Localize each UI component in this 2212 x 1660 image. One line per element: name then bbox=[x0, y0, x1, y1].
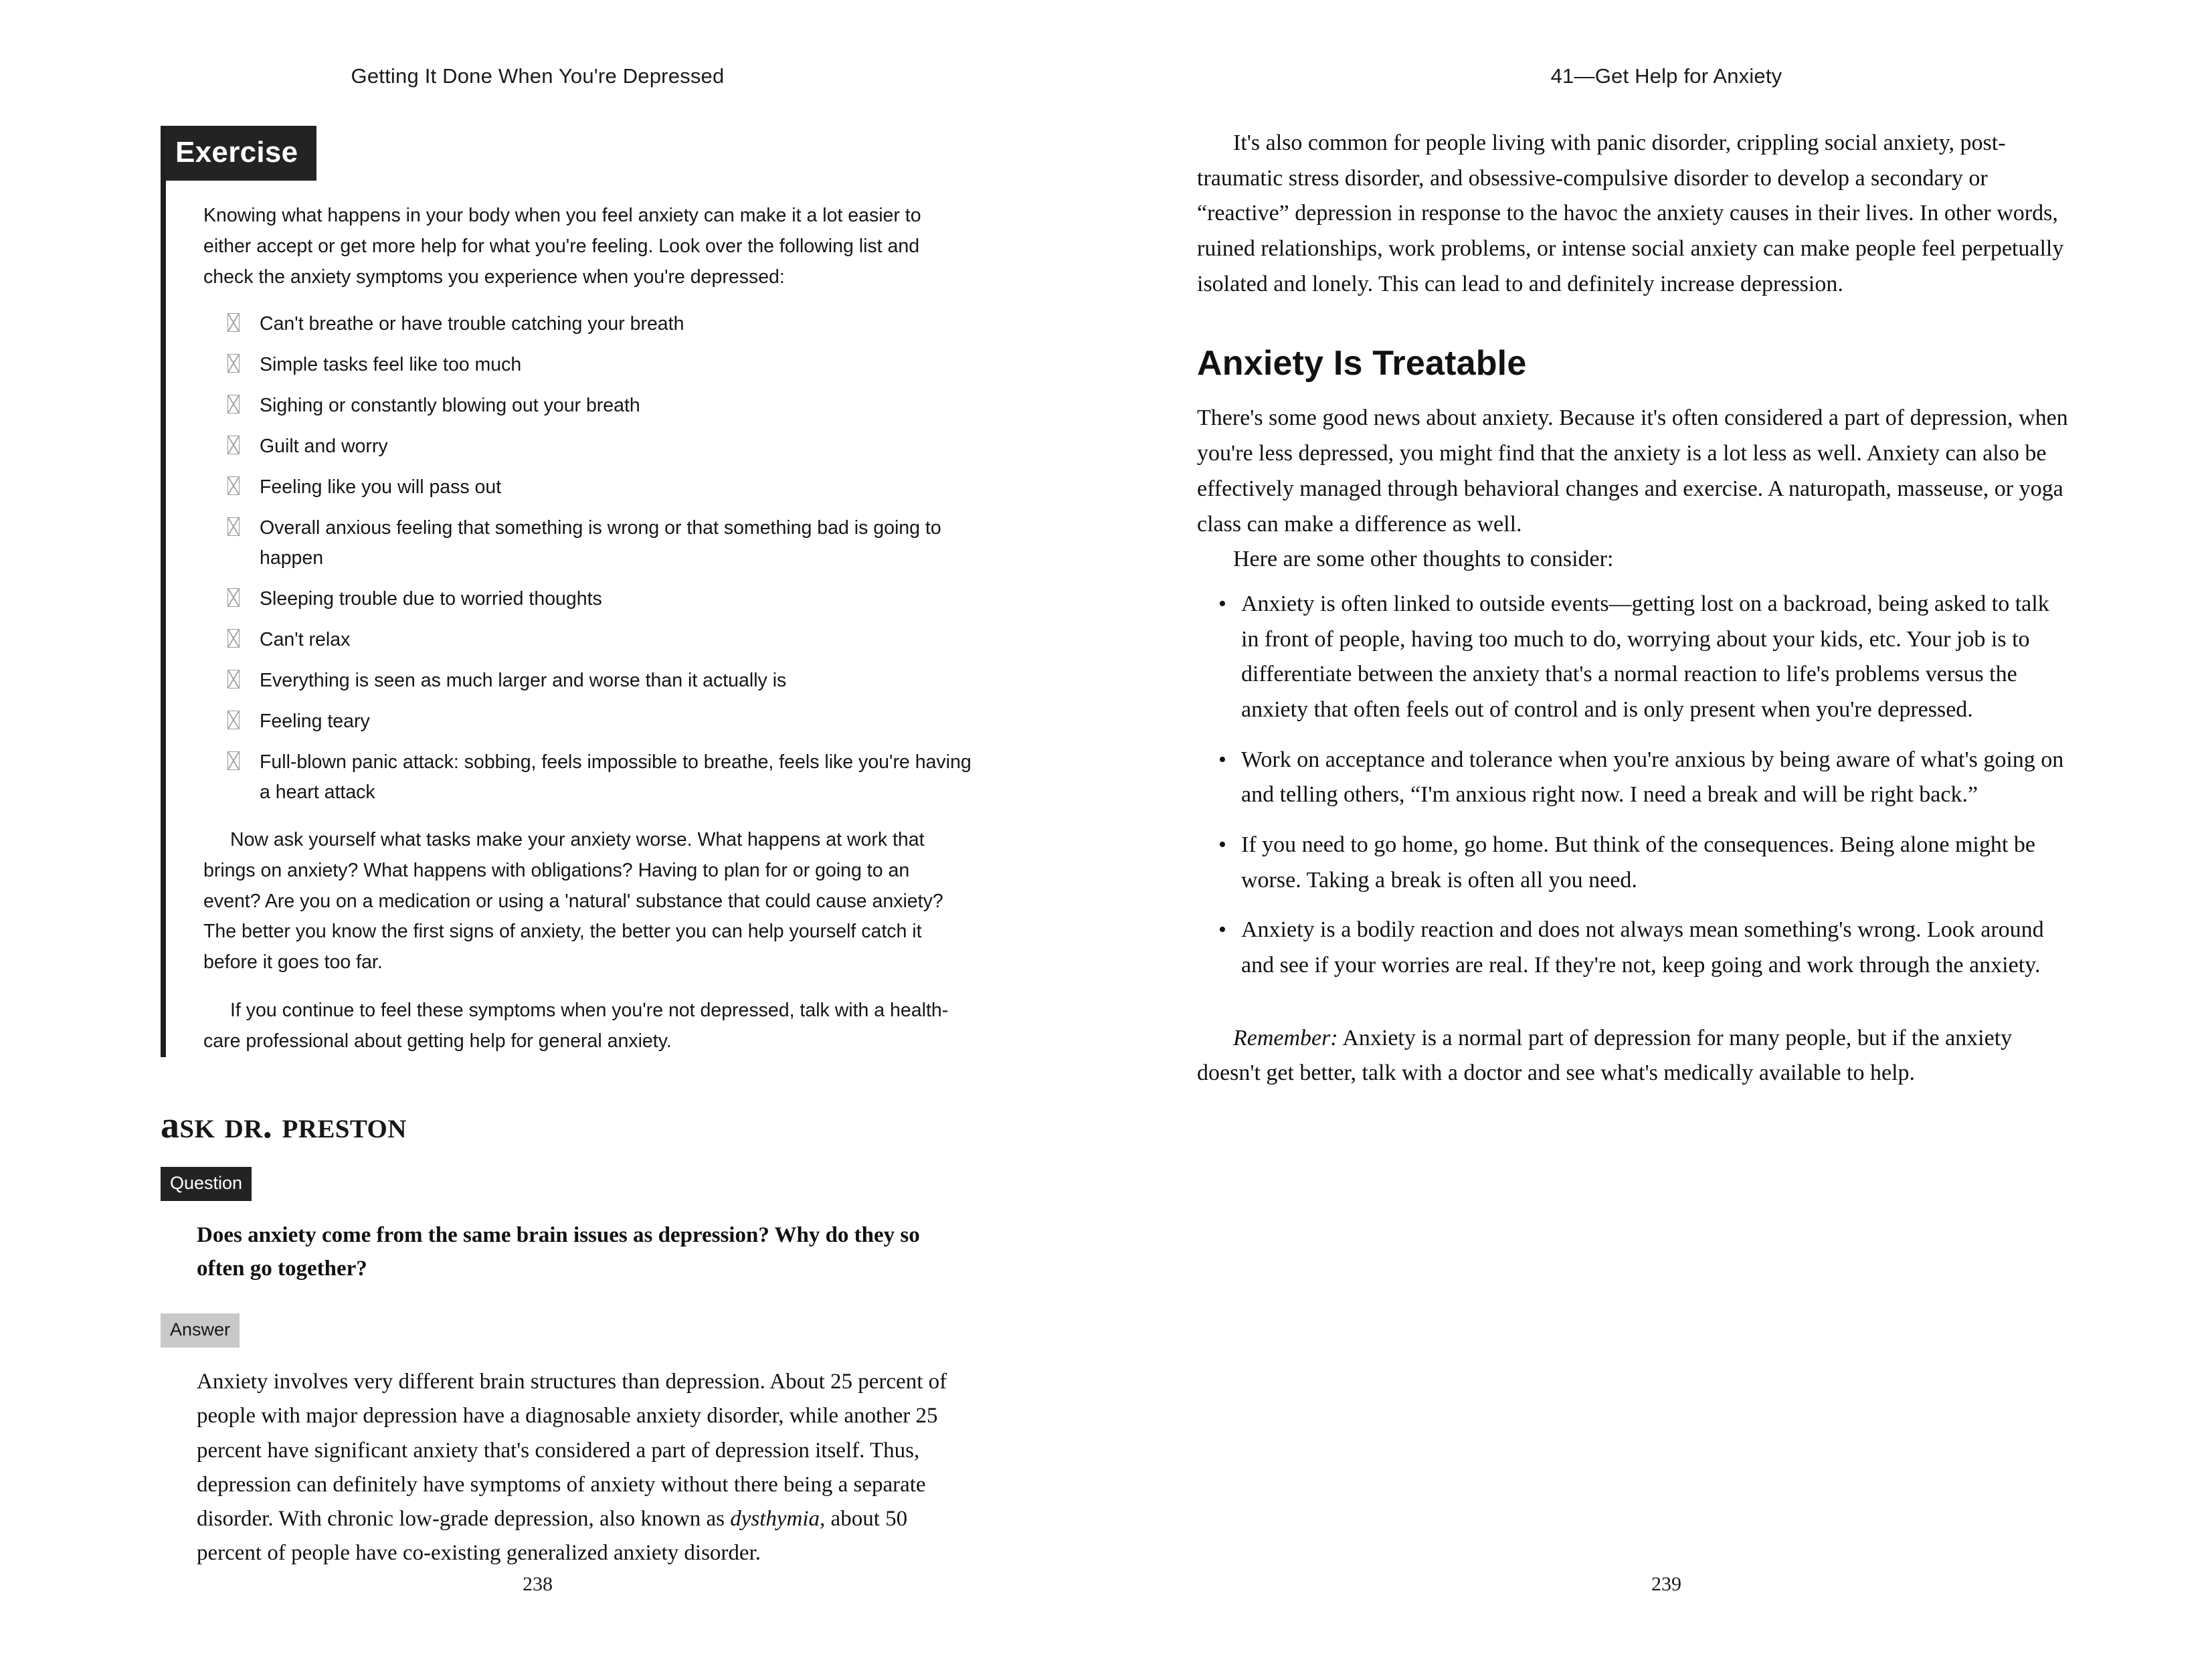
bullet-list-item-text: Anxiety is a bodily reaction and does not always mean something's wrong. Look around and see if your worries are real. If they're not, keep going and work through the anxiety. bbox=[1241, 917, 2044, 978]
intro-paragraph: It's also common for people living with panic disorder, crippling social anxiety, post-traumatic stress disorder, and obsessive-compulsive disorder to develop a secondary or “reactive” depression in response to the havoc the anxiety causes in their lives. In other words, ruined relationships, work problems, or intense social anxiety can make people feel perpetually isolated and lonely. This can lead to and definitely increase depression. bbox=[1197, 130, 2064, 296]
checklist-item-label: Sighing or constantly blowing out your breath bbox=[260, 394, 640, 416]
bullet-dot-icon: • bbox=[1218, 917, 1226, 943]
missing-glyph-checkbox-icon bbox=[227, 436, 240, 454]
checklist-item[interactable] bbox=[260, 391, 972, 421]
anxiety-is-treatable-heading: Anxiety Is Treatable bbox=[1197, 344, 1527, 383]
question-text: Does anxiety come from the same brain issues as depression? Why do they so often go together? bbox=[197, 1222, 920, 1281]
checklist-item-label: Feeling like you will pass out bbox=[260, 476, 502, 498]
missing-glyph-checkbox-icon bbox=[227, 629, 240, 648]
left-page-body bbox=[161, 126, 972, 1570]
bullet-list-item-text: Anxiety is often linked to outside events—getting lost on a backroad, being asked to talk in front of people, having too much to do, worrying about your kids, etc. Your job is to differentiate between the anxiety that's a normal reaction to life's problems versus the anxiety that often feels out of control and is only present when you're depressed. bbox=[1241, 591, 2049, 722]
checklist-item[interactable] bbox=[260, 513, 972, 573]
page-number-left: 238 bbox=[523, 1573, 553, 1595]
exercise-followup-paragraph-2: If you continue to feel these symptoms when you're not depressed, talk with a health-care professional about getting help for general anxiety. bbox=[203, 1000, 949, 1052]
checklist-item[interactable] bbox=[260, 584, 972, 614]
checklist-item[interactable] bbox=[260, 666, 972, 696]
missing-glyph-checkbox-icon bbox=[227, 395, 240, 413]
checklist-item-label: Can't relax bbox=[260, 628, 351, 650]
treatable-paragraph-1: There's some good news about anxiety. Because it's often considered a part of depression, when you're less depressed, you might find that the anxiety is a lot less as well. Anxiety can also be effectively managed through behavioral changes and exercise. A naturopath, masseuse, or yoga class can make a difference as well. bbox=[1197, 405, 2068, 537]
bullet-list-item bbox=[1218, 743, 2071, 813]
exercise-callout bbox=[161, 126, 972, 1057]
checklist-item[interactable] bbox=[260, 350, 972, 380]
missing-glyph-checkbox-icon bbox=[227, 751, 240, 770]
checklist-item[interactable] bbox=[260, 432, 972, 462]
checklist-item-label: Overall anxious feeling that something is wrong or that something bad is going to happen bbox=[260, 517, 941, 569]
checklist-item[interactable] bbox=[260, 472, 972, 502]
right-page bbox=[1106, 0, 2212, 1660]
running-head-left: Getting It Done When You're Depressed bbox=[351, 64, 725, 88]
answer-text-part-1: Anxiety involves very different brain structures than depression. About 25 percent of people with major depression have a diagnosable anxiety disorder, while another 25 percent have significant anxiety that's considered a part of depression itself. Thus, depression can definitely have symptoms of anxiety without there being a separate disorder. With chronic low-grade depression, also known as bbox=[197, 1370, 947, 1531]
checklist-item-label: Feeling teary bbox=[260, 710, 370, 732]
checklist-item[interactable] bbox=[260, 625, 972, 655]
checklist-item-label: Sleeping trouble due to worried thoughts bbox=[260, 587, 602, 610]
missing-glyph-checkbox-icon bbox=[227, 588, 240, 607]
checklist-item[interactable] bbox=[260, 309, 972, 339]
exercise-tag: Exercise bbox=[161, 126, 316, 181]
checklist-item-label: Everything is seen as much larger and worse than it actually is bbox=[260, 669, 787, 691]
remember-label: Remember: bbox=[1233, 1025, 1338, 1050]
running-head-right: 41—Get Help for Anxiety bbox=[1550, 64, 1782, 88]
checklist-item-label: Full-blown panic attack: sobbing, feels impossible to breathe, feels like you're having a heart attack bbox=[260, 751, 972, 803]
remember-paragraph bbox=[1197, 1021, 2071, 1091]
ask-dr-preston-heading: ask dr. preston bbox=[161, 1104, 407, 1146]
bullet-list-item-text: If you need to go home, go home. But think of the consequences. Being alone might be worse. Taking a break is often all you need. bbox=[1241, 832, 2035, 893]
missing-glyph-checkbox-icon bbox=[227, 476, 240, 495]
answer-text-part-2: about 50 percent of people have co-existing generalized anxiety disorder. bbox=[197, 1506, 908, 1565]
checklist-item-label: Simple tasks feel like too much bbox=[260, 353, 522, 375]
exercise-intro-paragraph: Knowing what happens in your body when you feel anxiety can make it a lot easier to either accept or get more help for what you're feeling. Look over the following list and check the anxiety symptoms you experience when you're depressed: bbox=[203, 205, 921, 288]
anxiety-symptom-checklist bbox=[203, 309, 972, 808]
missing-glyph-checkbox-icon bbox=[227, 313, 240, 332]
bullet-list-item bbox=[1218, 828, 2071, 898]
treatable-paragraph-2: Here are some other thoughts to consider: bbox=[1233, 547, 1614, 572]
checklist-item-label: Can't breathe or have trouble catching your breath bbox=[260, 312, 684, 335]
question-body bbox=[161, 1218, 959, 1285]
exercise-followup-paragraph-1: Now ask yourself what tasks make your anxiety worse. What happens at work that brings on anxiety? What happens with obligations? Having to plan for or going to an event? Are you on a medication or using a 'natural' substance that could cause anxiety? The better you know the first signs of anxiety, the better you can help yourself catch it before it goes too far. bbox=[203, 828, 943, 974]
answer-text-italic-term: dysthymia, bbox=[730, 1506, 826, 1531]
checklist-item-label: Guilt and worry bbox=[260, 435, 388, 457]
missing-glyph-checkbox-icon bbox=[227, 711, 240, 729]
bullet-dot-icon: • bbox=[1218, 591, 1226, 616]
answer-tag: Answer bbox=[161, 1313, 240, 1348]
right-page-body bbox=[1197, 126, 2071, 1091]
bullet-dot-icon: • bbox=[1218, 747, 1226, 772]
exercise-left-rule bbox=[161, 126, 166, 1057]
bullet-list-item-text: Work on acceptance and tolerance when you're anxious by being aware of what's going on and telling others, “I'm anxious right now. I need a break and will be right back.” bbox=[1241, 747, 2064, 808]
missing-glyph-checkbox-icon bbox=[227, 354, 240, 373]
answer-body bbox=[161, 1365, 959, 1570]
missing-glyph-checkbox-icon bbox=[227, 670, 240, 688]
bullet-list-item bbox=[1218, 913, 2071, 983]
bullet-list-item bbox=[1218, 587, 2071, 728]
question-tag: Question bbox=[161, 1167, 252, 1201]
checklist-item[interactable] bbox=[260, 707, 972, 737]
missing-glyph-checkbox-icon bbox=[227, 517, 240, 536]
remember-text: Anxiety is a normal part of depression for many people, but if the anxiety doesn't get better, talk with a doctor and see what's medically available to help. bbox=[1197, 1025, 2013, 1086]
page-number-right: 239 bbox=[1651, 1573, 1681, 1595]
answer-text bbox=[197, 1365, 959, 1570]
checklist-item[interactable] bbox=[260, 747, 972, 808]
bullet-dot-icon: • bbox=[1218, 832, 1226, 857]
thoughts-bullet-list bbox=[1197, 587, 2071, 984]
